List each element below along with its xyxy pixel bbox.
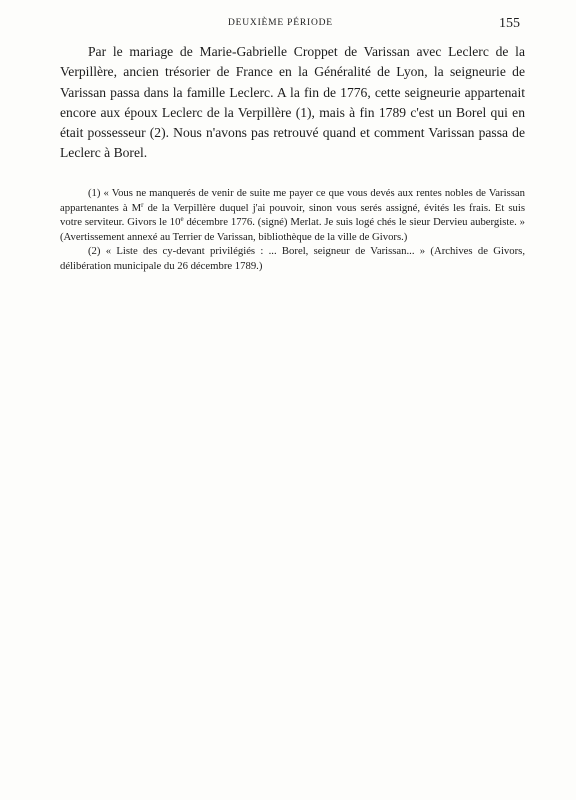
page-number: 155 — [499, 16, 520, 31]
footnote-2: (2) « Liste des cy-devant privilégiés : ... Borel, seigneur de Varissan... » (Archives de Givors, délibération municipale du 26 décembre 1789.) — [60, 245, 525, 272]
main-text — [60, 42, 525, 164]
footnote-1-text-b: de la Verpillère duquel j'ai pouvoir, sinon vous serés assigné, évités les frais. Et suis votre serviteur. Givors le 10 — [60, 201, 525, 229]
footnote-1-superscript-r: r — [141, 200, 144, 209]
footnote-1 — [60, 186, 525, 244]
footnotes — [60, 186, 525, 274]
footnote-1-text-a: (1) « Vous ne manquerés de venir de suite me payer ce que vous devés aux rentes nobles de Varissan appartenantes à M — [60, 187, 525, 214]
body-paragraph: Par le mariage de Marie-Gabrielle Croppet de Varissan avec Leclerc de la Verpillère, ancien trésorier de France en la Généralité de Lyon, la seigneurie de Varissan passa dans la famille Leclerc. A la fin de 1776, cette seigneurie appartenait encore aux époux Leclerc de la Verpillère (1), mais à fin 1789 c'est un Borel qui en était possesseur (2). Nous n'avons pas retrouvé quand et comment Varissan passa de Leclerc à Borel. — [60, 44, 525, 161]
running-head — [60, 16, 520, 36]
footnote-1-superscript-e: e — [180, 215, 184, 224]
footnote-1-text-c: décembre 1776. (signé) Merlat. Je suis logé chés le sieur Dervieu aubergiste. » (Avertissement annexé au Terrier de Varissan, bibliothèque de la ville de Givors.) — [60, 216, 525, 243]
running-title: DEUXIÈME PÉRIODE — [228, 18, 333, 28]
